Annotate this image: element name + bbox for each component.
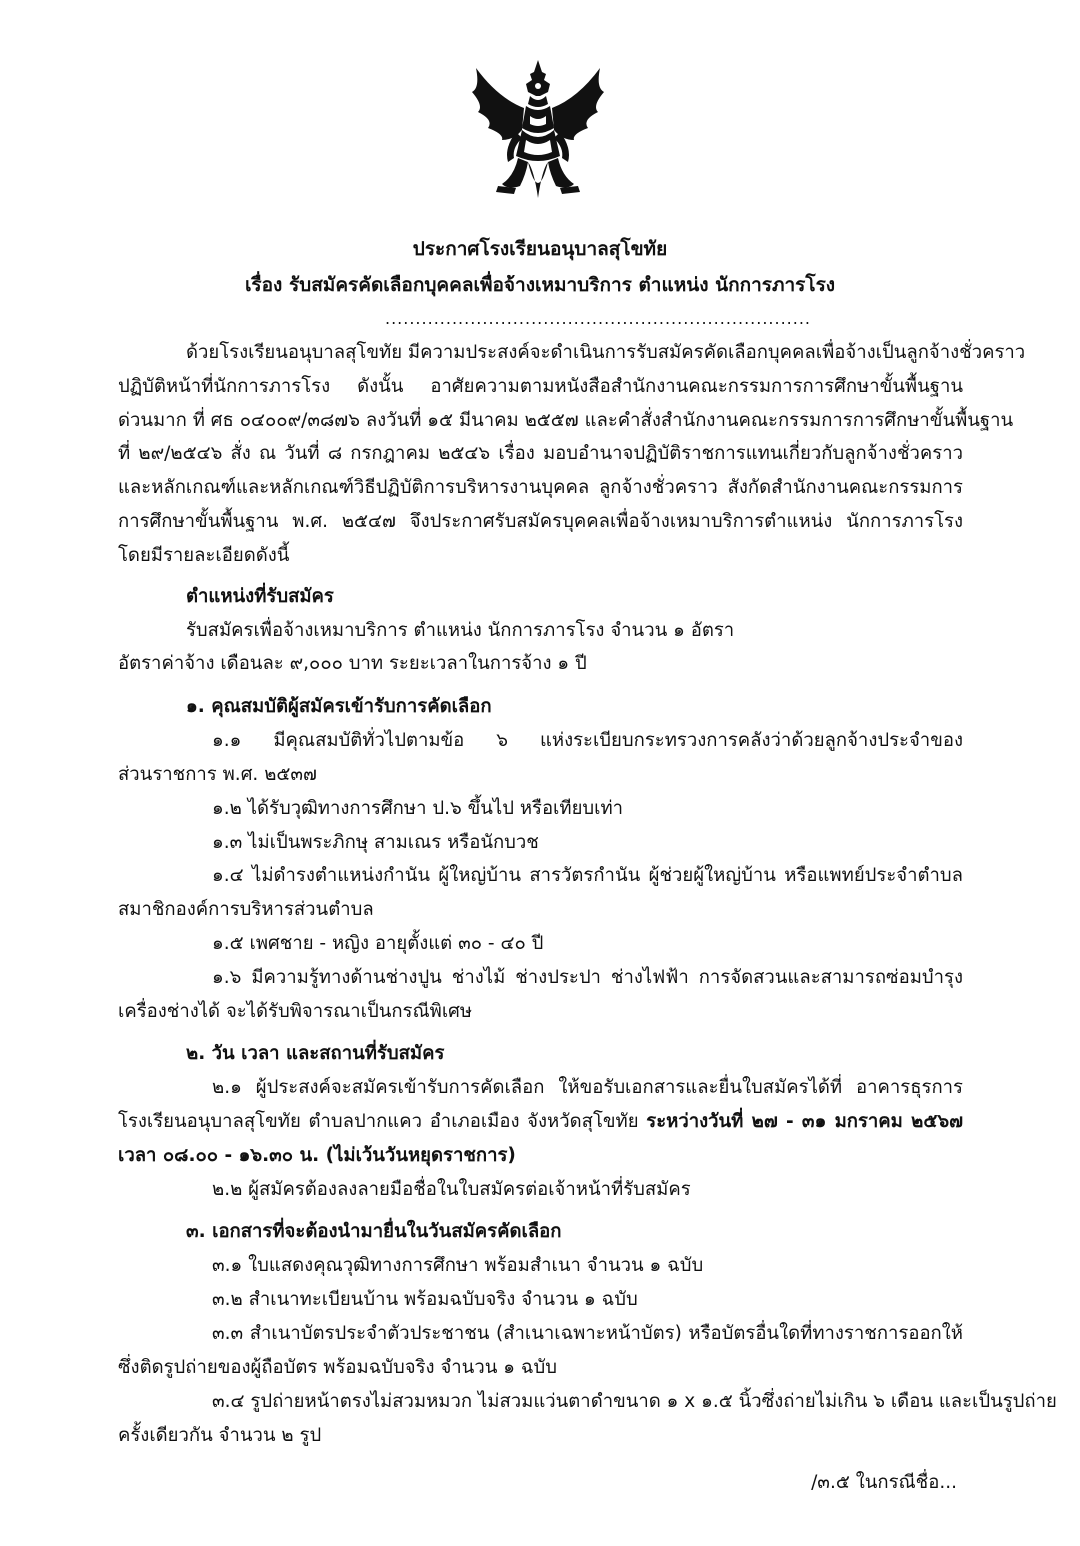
section2-location: โรงเรียนอนุบาลสุโขทัย ตำบลปากแคว อำเภอเมือง จังหวัดสุโขทัย: [118, 1111, 647, 1132]
position-line: อัตราค่าจ้าง เดือนละ ๙,๐๐๐ บาท ระยะเวลาในการจ้าง ๑ ปี: [118, 653, 587, 674]
section2-item: ๒.๑ ผู้ประสงค์จะสมัครเข้ารับการคัดเลือก ให้ขอรับเอกสารและยื่นใบสมัครได้ที่ อาคารธุรการ: [212, 1077, 963, 1098]
intro-line: โดยมีรายละเอียดดังนี้: [118, 545, 290, 566]
section1-item: ๑.๓ ไม่เป็นพระภิกษุ สามเณร หรือนักบวช: [212, 832, 539, 853]
position-heading: ตำแหน่งที่รับสมัคร: [186, 586, 334, 607]
section1-item: ๑.๔ ไม่ดำรงตำแหน่งกำนัน ผู้ใหญ่บ้าน สารวัตรกำนัน ผู้ช่วยผู้ใหญ่บ้าน หรือแพทย์ประจำตำบล: [212, 865, 963, 886]
intro-line: ด่วนมาก ที่ ศธ ๐๔๐๐๙/๓๘๗๖ ลงวันที่ ๑๕ มีนาคม ๒๕๕๗ และคำสั่งสำนักงานคณะกรรมการการศึกษาขั้นพื้นฐาน: [118, 410, 1014, 431]
title-divider: ......................................................................: [385, 309, 812, 328]
section1-item: ๑.๑ มีคุณสมบัติทั่วไปตามข้อ ๖ แห่งระเบียบกระทรวงการคลังว่าด้วยลูกจ้างประจำของ: [212, 730, 963, 751]
section1-item: ๑.๕ เพศชาย - หญิง อายุตั้งแต่ ๓๐ - ๔๐ ปี: [212, 933, 544, 954]
intro-line: ปฏิบัติหน้าที่นักการภารโรง ดังนั้น อาศัยความตามหนังสือสำนักงานคณะกรรมการการศึกษาขั้นพื้นฐาน: [118, 376, 963, 397]
section2-heading: ๒. วัน เวลา และสถานที่รับสมัคร: [186, 1043, 445, 1064]
section3-heading: ๓. เอกสารที่จะต้องนำมายื่นในวันสมัครคัดเลือก: [186, 1221, 562, 1242]
intro-line: และหลักเกณฑ์และหลักเกณฑ์วิธีปฏิบัติการบริหารงานบุคคล ลูกจ้างชั่วคราว สังกัดสำนักงานคณะกรรมการ: [118, 477, 963, 498]
section1-item: ส่วนราชการ พ.ศ. ๒๕๓๗: [118, 764, 317, 785]
continued-marker: /๓.๕ ในกรณีชื่อ...: [811, 1472, 957, 1493]
section1-heading: ๑. คุณสมบัติผู้สมัครเข้ารับการคัดเลือก: [186, 696, 492, 717]
section2-item: ๒.๒ ผู้สมัครต้องลงลายมือชื่อในใบสมัครต่อเจ้าหน้าที่รับสมัคร: [212, 1179, 691, 1200]
section1-item: ๑.๖ มีความรู้ทางด้านช่างปูน ช่างไม้ ช่างประปา ช่างไฟฟ้า การจัดสวนและสามารถซ่อมบำรุง: [212, 967, 963, 988]
section3-item: ซึ่งติดรูปถ่ายของผู้ถือบัตร พร้อมฉบับจริง จำนวน ๑ ฉบับ: [118, 1357, 557, 1378]
position-line: รับสมัครเพื่อจ้างเหมาบริการ ตำแหน่ง นักการภารโรง จำนวน ๑ อัตรา: [186, 620, 735, 641]
intro-line: การศึกษาขั้นพื้นฐาน พ.ศ. ๒๕๔๗ จึงประกาศรับสมัครบุคคลเพื่อจ้างเหมาบริการตำแหน่ง นักการภารโรง: [118, 511, 963, 532]
section1-item: ๑.๒ ได้รับวุฒิทางการศึกษา ป.๖ ขึ้นไป หรือเทียบเท่า: [212, 798, 624, 819]
section1-item: สมาชิกองค์การบริหารส่วนตำบล: [118, 899, 374, 920]
section3-item: ๓.๓ สำเนาบัตรประจำตัวประชาชน (สำเนาเฉพาะหน้าบัตร) หรือบัตรอื่นใดที่ทางราชการออกให้: [212, 1323, 963, 1344]
section3-item: ครั้งเดียวกัน จำนวน ๒ รูป: [118, 1425, 322, 1446]
announcement-title: ประกาศโรงเรียนอนุบาลสุโขทัย: [412, 238, 668, 260]
section2-item: [118, 1109, 963, 1135]
section2-time: เวลา ๐๘.๐๐ - ๑๖.๓๐ น. (ไม่เว้นวันหยุดราชการ): [118, 1145, 516, 1166]
intro-line: ที่ ๒๙/๒๕๔๖ สั่ง ณ วันที่ ๘ กรกฎาคม ๒๕๔๖ เรื่อง มอบอำนาจปฏิบัติราชการแทนเกี่ยวกับลูกจ้างชั่วคราว: [118, 443, 963, 464]
announcement-subject: เรื่อง รับสมัครคัดเลือกบุคคลเพื่อจ้างเหมาบริการ ตำแหน่ง นักการภารโรง: [244, 274, 836, 296]
section3-item: ๓.๑ ใบแสดงคุณวุฒิทางการศึกษา พร้อมสำเนา จำนวน ๑ ฉบับ: [212, 1255, 704, 1276]
section3-item: ๓.๒ สำเนาทะเบียนบ้าน พร้อมฉบับจริง จำนวน ๑ ฉบับ: [212, 1289, 638, 1310]
intro-line: ด้วยโรงเรียนอนุบาลสุโขทัย มีความประสงค์จะดำเนินการรับสมัครคัดเลือกบุคคลเพื่อจ้างเป็นลูกจ้างชั่วคราว: [186, 342, 1026, 363]
section3-item: ๓.๔ รูปถ่ายหน้าตรงไม่สวมหมวก ไม่สวมแว่นตาดำขนาด ๑ x ๑.๕ นิ้วซึ่งถ่ายไม่เกิน ๖ เดือน และเป็นรูปถ่าย: [212, 1391, 1057, 1412]
garuda-emblem-icon: [468, 58, 608, 208]
section1-item: เครื่องช่างได้ จะได้รับพิจารณาเป็นกรณีพิเศษ: [118, 1001, 473, 1022]
section2-dates: ระหว่างวันที่ ๒๗ - ๓๑ มกราคม ๒๕๖๗: [646, 1111, 963, 1132]
